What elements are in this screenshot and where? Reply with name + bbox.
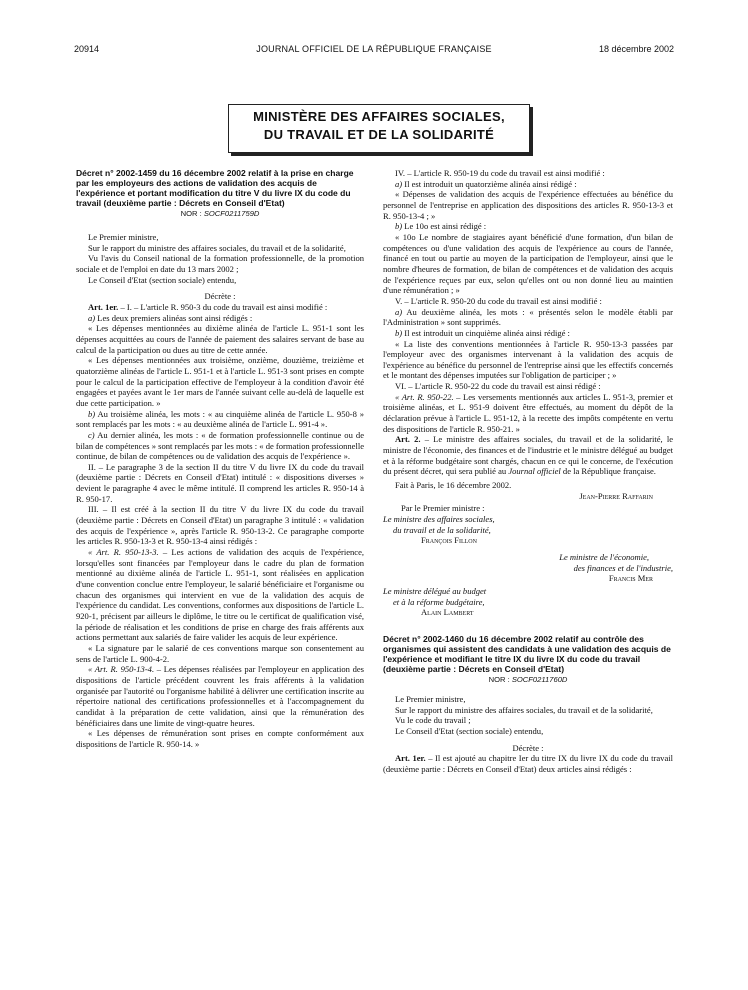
item-text: Il est introduit un cinquième alinéa ainsi rédigé :	[402, 327, 570, 338]
article-text: – I. – L'article R. 950-3 du code du travail est ainsi modifié :	[118, 301, 328, 312]
section-vi: VI. – L'article R. 950-22 du code du travail est ainsi rédigé :	[395, 381, 601, 392]
item-label: a)	[395, 178, 403, 189]
section-v-a	[383, 307, 673, 328]
signature-lambert: Alain Lambert	[421, 607, 474, 618]
signature-raffarin: Jean-Pierre Raffarin	[579, 490, 653, 501]
item-text: Au troisième alinéa, les mots : « au cinquième alinéa de l'article L. 950-8 » sont remplacés par les mots : « au deuxième alinéa de l'article L. 991-4 ».	[76, 408, 364, 430]
minister-budget-title-1	[383, 586, 673, 597]
minister-title: Le ministre délégué au budget	[383, 585, 487, 596]
decree-1-art-r950-13-4-remuneration: « Les dépenses de rémunération sont prises en compte conformément aux dispositions de l'article R. 950-14. »	[76, 728, 364, 749]
item-label: a)	[395, 306, 403, 317]
decree-1-art-1	[76, 302, 364, 313]
decree-2-preamble-pm: Le Premier ministre,	[395, 693, 466, 704]
item-text: Au deuxième alinéa, les mots : « présentés selon le modèle établi par l'Administration » sont supprimés.	[383, 306, 673, 328]
article-heading: « Art. R. 950-13-3.	[88, 547, 159, 558]
issue-date: 18 décembre 2002	[598, 44, 674, 54]
section-iv: IV. – L'article R. 950-19 du code du travail est ainsi modifié :	[395, 168, 605, 178]
decree-2-preamble-vu: Vu le code du travail ;	[395, 715, 471, 726]
minister-eco-title-2	[383, 563, 673, 574]
minister-title: du travail et de la solidarité,	[393, 524, 491, 535]
section-v-b	[383, 328, 673, 339]
decree-1-art-r950-13-3-signature: « La signature par le salarié de ces conventions marque son consentement au sens de l'article L. 900-4-2.	[76, 642, 364, 664]
ministry-banner	[228, 104, 530, 153]
decree-2-title: Décret n° 2002-1460 du 16 décembre 2002 relatif au contrôle des organismes qui assistent des candidats à une validation des acquis de l'expérience et modifiant le titre IX du livre IX du code du travail (deuxième partie : Décrets en Conseil d'Etat)	[383, 633, 671, 675]
article-text: – Les versements mentionnés aux articles L. 951-3, premier et troisième alinéas, et L. 951-9 doivent être effectués, au moment du dépôt de la déclaration prévue à l'article L. 951-12, à la recette des impôts compétente en vertu des dispositions de l'article R. 950-21. »	[383, 391, 674, 434]
decree-1-nor	[76, 209, 364, 220]
item-text: Il est introduit un quatorzième alinéa ainsi rédigé :	[402, 178, 577, 189]
decree-1-art-r950-13-3	[76, 547, 364, 643]
decree-1-decrete: Décrète :	[204, 291, 236, 302]
decree-1-preamble-avis: Vu l'avis du Conseil national de la formation professionnelle, de la promotion sociale et de l'emploi en date du 13 mars 2002 ;	[76, 253, 364, 274]
decree-1-section-iii: III. – Il est créé à la section II du titre V du livre IX du code du travail (deuxième partie : Décrets en Conseil d'Etat) un paragraphe 3 intitulé : « validation des acquis de l'expérience », après l'article R. 950-13-2. Ce paragraphe comporte les articles R. 950-13-3 et R. 950-13-4 ainsi rédigés :	[76, 504, 364, 547]
journal-name: Journal officiel	[508, 466, 561, 477]
section-vi-article	[383, 392, 673, 435]
nor-code: SOCF0211760D	[511, 675, 568, 685]
minister-social-title-1	[383, 514, 673, 525]
item-text: Le 10o est ainsi rédigé :	[402, 221, 487, 232]
decree-1-section-ii: II. – Le paragraphe 3 de la section II du titre V du livre IX du code du travail (deuxième partie : Décrets en Conseil d'Etat) intitulé : « dispositions diverses » devient le paragraphe 4 avec le même intitulé. Il comprend les articles R. 950-14 à R. 950-17.	[76, 461, 364, 504]
section-v-b-quote: « La liste des conventions mentionnées à l'article R. 950-13-3 passées par l'employeur avec des organismes intervenant à la validation des acquis de l'expérience au bénéfice du personnel de l'entreprise ainsi que les effectifs concernés et le montant des dépenses imputées sur l'obligation de participer ; »	[383, 338, 673, 381]
nor-label: NOR :	[180, 209, 202, 219]
signature-fillon: François Fillon	[421, 535, 477, 546]
item-label: a)	[88, 312, 96, 323]
item-label: c)	[88, 429, 95, 440]
article-heading: Art. 1er.	[88, 301, 119, 312]
item-label: b)	[395, 327, 403, 338]
article-heading: Art. 1er.	[395, 753, 426, 764]
item-text: Les deux premiers alinéas sont ainsi rédigés :	[95, 312, 253, 323]
minister-social-title-2	[393, 525, 673, 536]
decree-1-title: Décret n° 2002-1459 du 16 décembre 2002 relatif à la prise en charge par les employeurs des actions de validation des acquis de l'expérience et portant modification du titre V du livre IX du code du travail (deuxième partie : Décrets en Conseil d'Etat)	[76, 168, 354, 209]
decree-2-art-1	[383, 753, 673, 774]
minister-title: Le ministre des affaires sociales,	[383, 514, 495, 524]
article-text: – Il est ajouté au chapitre Ier du titre IX du livre IX du code du travail (deuxième partie : Décrets en Conseil d'Etat) deux articles ainsi rédigés :	[383, 753, 673, 774]
par-le-premier-ministre: Par le Premier ministre :	[401, 503, 485, 514]
signature-mer: Francis Mer	[608, 573, 653, 584]
section-iv-a-quote: « Dépenses de validation des acquis de l'expérience effectuées au bénéfice du personnel de l'entreprise en application des dispositions des articles R. 950-13-3 et R. 950-13-4 ; »	[383, 189, 673, 221]
fait-a-paris: Fait à Paris, le 16 décembre 2002.	[395, 480, 512, 491]
decree-1-preamble-rapport: Sur le rapport du ministre des affaires sociales, du travail et de la solidarité,	[88, 242, 346, 253]
item-text: Au dernier alinéa, les mots : « de formation professionnelle continue ou de bilan de compétences » sont remplacés par les mots : « de formation professionnelle continue, de bilan de compétences ou de validation des acquis de l'expérience ».	[76, 429, 364, 462]
article-text: – Les dépenses réalisées par l'employeur en application des dispositions de l'article précédent couvrent les frais afférents à la validation organisée par l'autorité ou l'organisme habilité à délivrer une certification inscrite au répertoire national des certifications professionnelles et à l'accompagnement du candidat à la préparation de cette validation, ainsi que la rémunération des bénéficiaires dans une limite de vingt-quatre heures.	[76, 664, 364, 728]
decree-1-quote-1: « Les dépenses mentionnées au dixième alinéa de l'article L. 951-1 sont les dépenses acquittées au cours de l'année de paiement des salaires servant de base au calcul de la participation ou dues au titre de cette année.	[76, 323, 364, 355]
left-column	[76, 168, 364, 750]
article-text: – Les actions de validation des acquis de l'expérience, lorsqu'elles sont financées par l'employeur dans le cadre du plan de formation mentionné au dixième alinéa de l'article L. 951-1, sont réalisées en application d'une convention conclue entre l'employeur, le salarié bénéficiaire et l'organisme ou chacun des organismes qui intervient en vue de la validation des acquis de l'expérience du candidat. Les conventions, conformes aux dispositions de l'article L. 920-1, précisent par ailleurs le diplôme, le titre ou le certificat de qualification visé, la période de réalisation et les conditions de prise en charge des frais afférents aux actions permettant aux salariés de faire valider les acquis de leur expérience.	[76, 547, 365, 643]
article-heading: « Art. R. 950-13-4.	[88, 664, 155, 675]
section-v: V. – L'article R. 950-20 du code du travail est ainsi modifié :	[395, 295, 602, 306]
section-iv-b-quote: « 10o Le nombre de stagiaires ayant bénéficié d'une formation, d'un bilan de compétences ou d'une validation des acquis de l'expérience au cours de l'année, financé en tout ou partie au moyen de la participation de l'employeur, ainsi que le nombre d'heures de formation, de bilan de compétences et de validation des acquis de l'expérience reçues par eux, selon qu'elles ont ou non donné lieu au maintien d'une rémunération ; »	[383, 231, 673, 296]
decree-1-art-1-b	[76, 409, 364, 430]
minister-title: des finances et de l'industrie,	[573, 562, 673, 573]
decree-1-preamble-pm: Le Premier ministre,	[88, 232, 159, 243]
item-label: b)	[88, 408, 96, 419]
decree-2-preamble-conseil: Le Conseil d'Etat (section sociale) entendu,	[395, 725, 544, 736]
decree-1-art-2	[383, 434, 673, 477]
article-heading: « Art. R. 950-22.	[395, 391, 454, 402]
minister-eco-title-1	[383, 552, 649, 563]
decree-2-nor	[383, 675, 673, 686]
journal-title: JOURNAL OFFICIEL DE LA RÉPUBLIQUE FRANÇAISE	[256, 44, 492, 54]
minister-title: et à la réforme budgétaire,	[393, 596, 485, 607]
decree-1-quote-2: « Les dépenses mentionnées aux troisième, onzième, douzième, treizième et quatorzième alinéas de l'article L. 951-1 et à l'article L. 951-3 sont prises en compte pour le calcul de la participation effective de l'employeur à la condition d'avoir été engagées et payées avant le 1er mars de l'année suivant celle au-delà de laquelle est due cette participation. »	[76, 355, 364, 408]
right-column	[383, 168, 673, 775]
article-text-end: de la République française.	[560, 466, 656, 477]
section-iv-a	[383, 179, 673, 190]
ministry-line-1: MINISTÈRE DES AFFAIRES SOCIALES,	[253, 109, 505, 124]
ministry-line-2: DU TRAVAIL ET DE LA SOLIDARITÉ	[263, 127, 495, 142]
item-label: b)	[395, 221, 403, 232]
article-text: – Le ministre des affaires sociales, du travail et de la solidarité, le ministre de l'économie, des finances et de l'industrie et le ministre délégué au budget et à la réforme budgétaire sont chargés, chacun en ce qui le concerne, de l'exécution du présent décret, qui sera publié au	[383, 434, 673, 477]
decree-2-preamble-rapport: Sur le rapport du ministre des affaires sociales, du travail et de la solidarité,	[395, 704, 653, 715]
decree-2-decrete: Décrète :	[512, 742, 544, 753]
page-number: 20914	[74, 44, 100, 54]
decree-1-art-r950-13-4	[76, 664, 364, 728]
page-header	[74, 44, 674, 58]
decree-1-art-1-a	[76, 313, 364, 324]
minister-budget-title-2	[393, 597, 673, 608]
nor-label: NOR :	[488, 675, 510, 685]
article-heading: Art. 2.	[395, 434, 421, 445]
nor-code: SOCF0211759D	[203, 209, 260, 219]
decree-1-art-1-c	[76, 430, 364, 462]
minister-title: Le ministre de l'économie,	[559, 551, 649, 562]
decree-1-preamble-conseil: Le Conseil d'Etat (section sociale) entendu,	[88, 274, 237, 285]
section-iv-b	[383, 221, 673, 232]
